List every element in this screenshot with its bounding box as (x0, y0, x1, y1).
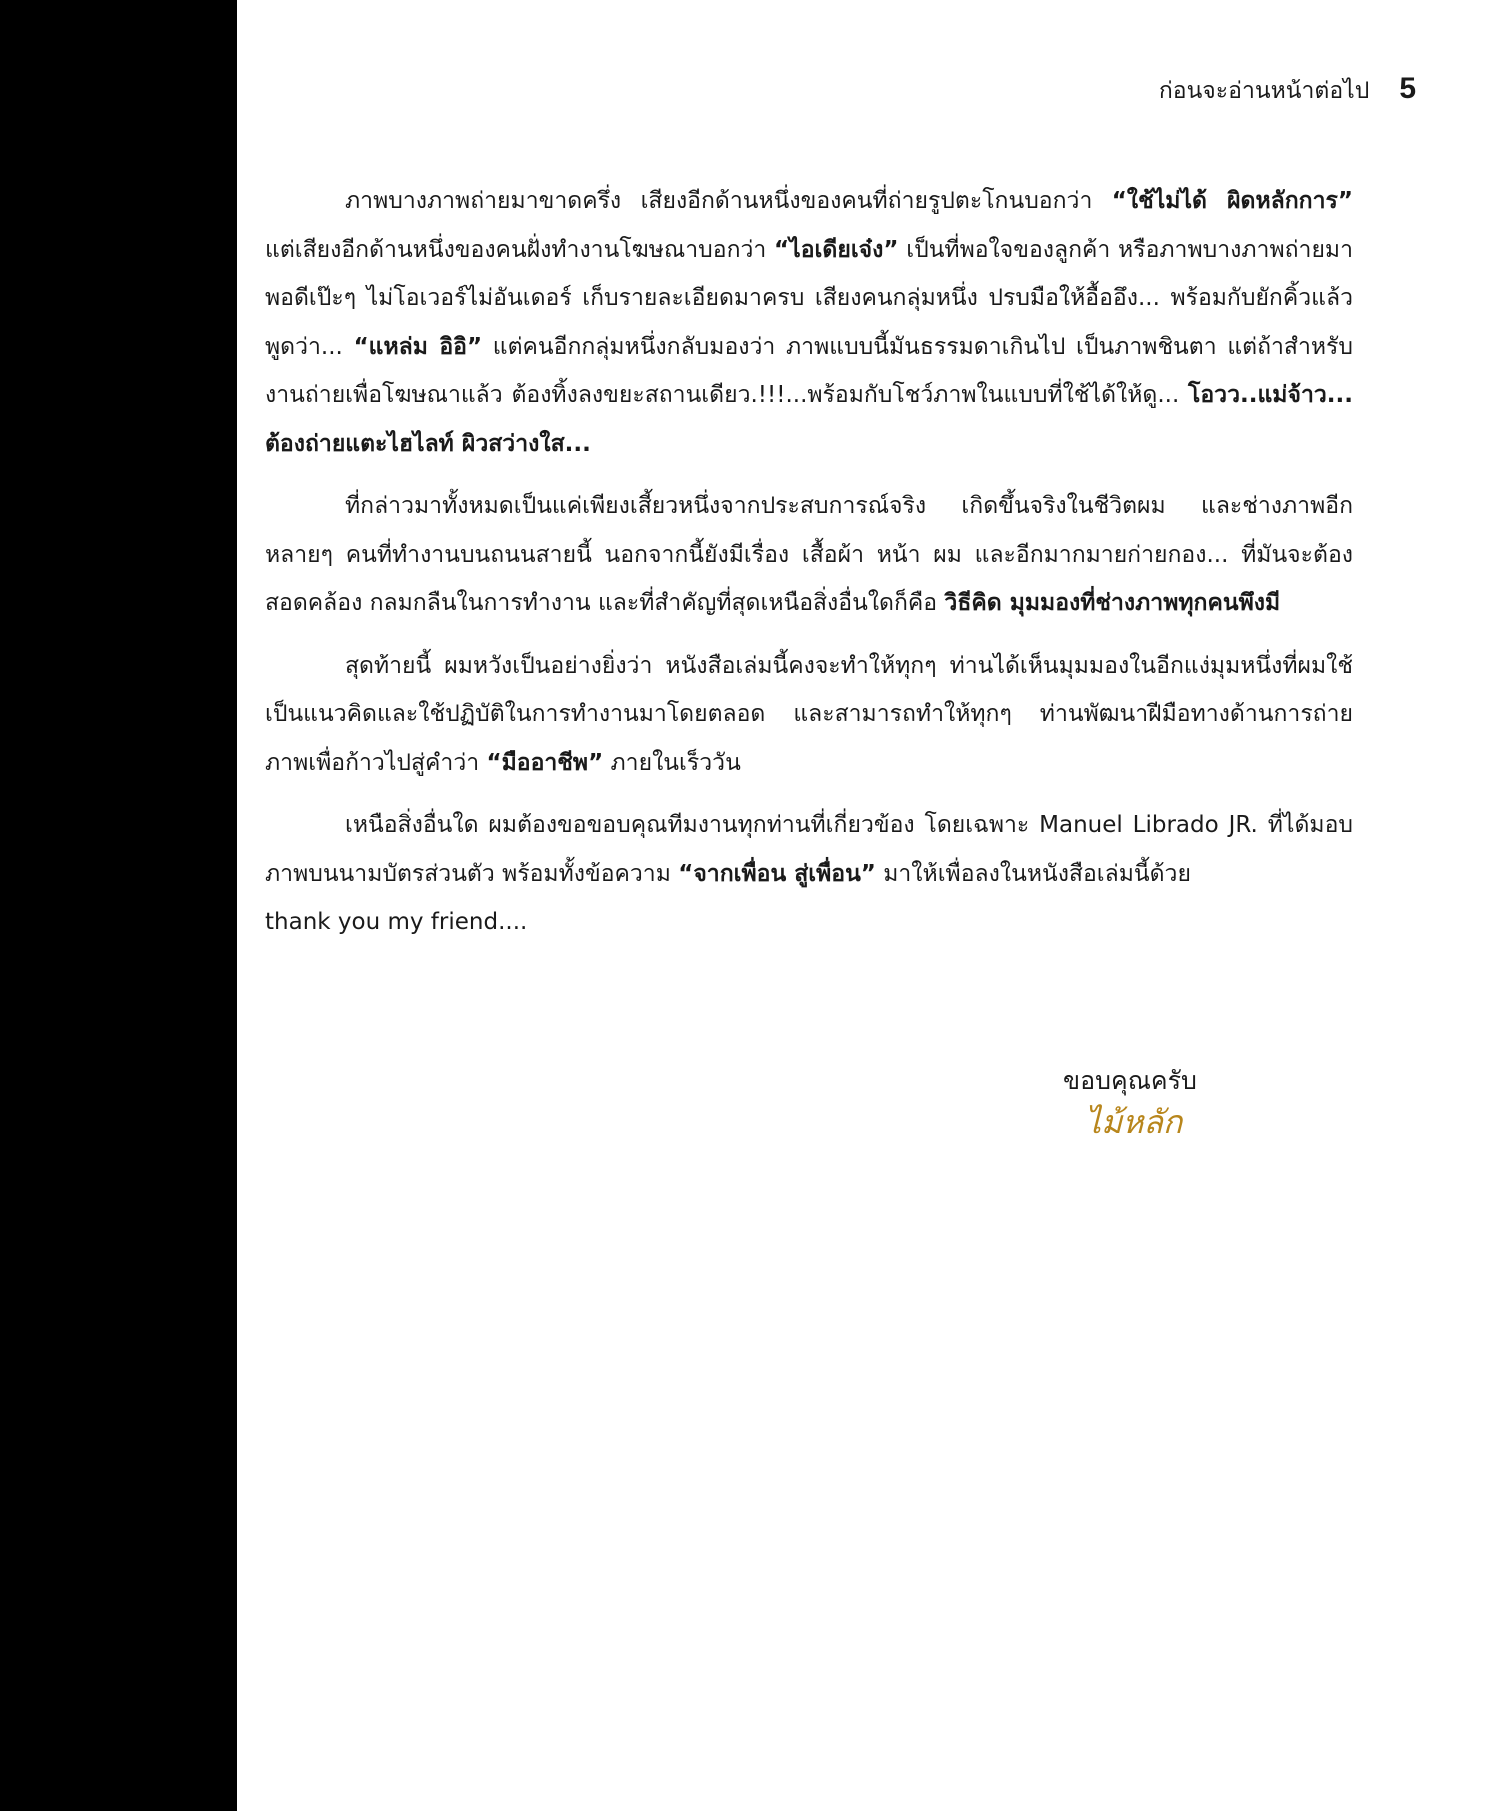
paragraph-4-bold-phrase: “จากเพื่อน สู่เพื่อน” (678, 860, 876, 887)
paragraph-3-bold-phrase: “มืออาชีพ” (486, 749, 604, 776)
running-title: ก่อนจะอ่านหน้าต่อไป (1158, 78, 1370, 104)
author-signature: ไม้หลัก (1085, 1103, 1183, 1141)
page-number: 5 (1399, 72, 1416, 105)
paragraph-1-text: แต่คนอีกกลุ่มหนึ่งกลับมองว่า ภาพแบบนี้มันธรรมดาเกินไป เป็นภาพชินตา แต่ถ้าสำหรับงานถ่ายเพื่อโฆษณาแล้ว ต้องทิ้งลงขยะสถานเดียว.!!!...พร้อมกับโชว์ภาพในแบบที่ใช้ได้ให้ดู... (265, 333, 1353, 408)
left-black-strip (0, 0, 237, 1811)
paragraph-4-text: มาให้เพื่อลงในหนังสือเล่มนี้ด้วย (875, 860, 1191, 887)
paragraph-2-text: ที่กล่าวมาทั้งหมดเป็นแค่เพียงเสี้ยวหนึ่งจากประสบการณ์จริง เกิดขึ้นจริงในชีวิตผม และช่างภาพอีกหลายๆ คนที่ทำงานบนถนนสายนี้ นอกจากนี้ยังมีเรื่อง เสื้อผ้า หน้า ผม และอีกมากมายก่ายกอง... ที่มันจะต้องสอดคล้อง กลมกลืนในการทำงาน และที่สำคัญที่สุดเหนือสิ่งอื่นใดก็คือ (265, 493, 1353, 616)
paragraph-3 (265, 642, 1353, 788)
paragraph-1-text: เป็นที่พอใจของลูกค้า หรือภาพบางภาพถ่ายมาพอดีเป๊ะๆ ไม่โอเวอร์ไม่อันเดอร์ เก็บรายละเอียดมาครบ เสียงคนกลุ่มหนึ่ง ปรบมือให้อื้ออึง... พร้อมกับยักคิ้วแล้วพูดว่า... (265, 236, 1353, 360)
paragraph-3-text: ภายในเร็ววัน (603, 749, 741, 776)
paragraph-3-text: สุดท้ายนี้ ผมหวังเป็นอย่างยิ่งว่า หนังสือเล่มนี้คงจะทำให้ทุกๆ ท่านได้เห็นมุมมองในอีกแง่มุมหนึ่งที่ผมใช้เป็นแนวคิดและใช้ปฏิบัติในการทำงานมาโดยตลอด และสามารถทำให้ทุกๆ ท่านพัฒนาฝีมือทางด้านการถ่ายภาพเพื่อก้าวไปสู่คำว่า (265, 652, 1353, 776)
paragraph-4 (265, 801, 1353, 898)
paragraph-1-text: แต่เสียงอีกด้านหนึ่งของคนฝั่งทำงานโฆษณาบอกว่า (265, 236, 775, 263)
signoff (1063, 1060, 1197, 1142)
paragraph-2 (265, 482, 1353, 628)
body-text (265, 177, 1353, 947)
paragraph-2-bold-phrase: วิธีคิด มุมมองที่ช่างภาพทุกคนพึงมี (944, 590, 1281, 616)
thanks-text: ขอบคุณครับ (1063, 1066, 1197, 1095)
paragraph-1-bold-phrase: “ไอเดียเจ๋ง” (774, 236, 899, 263)
closing-line: thank you my friend.... (265, 909, 528, 935)
paragraph-1-bold-phrase: “แหล่ม อิอิ” (353, 333, 483, 360)
paragraph-1 (265, 177, 1353, 468)
paragraph-1-bold-phrase: “ใช้ไม่ได้ ผิดหลักการ” (1111, 188, 1353, 214)
paragraph-1-bold-phrase: โอวว..แม่จ้าว... ต้องถ่ายแตะไฮไลท์ ผิวสว่างใส... (265, 382, 1353, 457)
paragraph-1-text: ภาพบางภาพถ่ายมาขาดครึ่ง เสียงอีกด้านหนึ่งของคนที่ถ่ายรูปตะโกนบอกว่า (345, 188, 1112, 214)
running-header (1159, 72, 1416, 109)
paragraph-4-text: เหนือสิ่งอื่นใด ผมต้องขอขอบคุณทีมงานทุกท่านที่เกี่ยวข้อง โดยเฉพาะ Manuel Librado JR. ที่ได้มอบภาพบนนามบัตรส่วนตัว พร้อมทั้งข้อความ (265, 812, 1353, 887)
